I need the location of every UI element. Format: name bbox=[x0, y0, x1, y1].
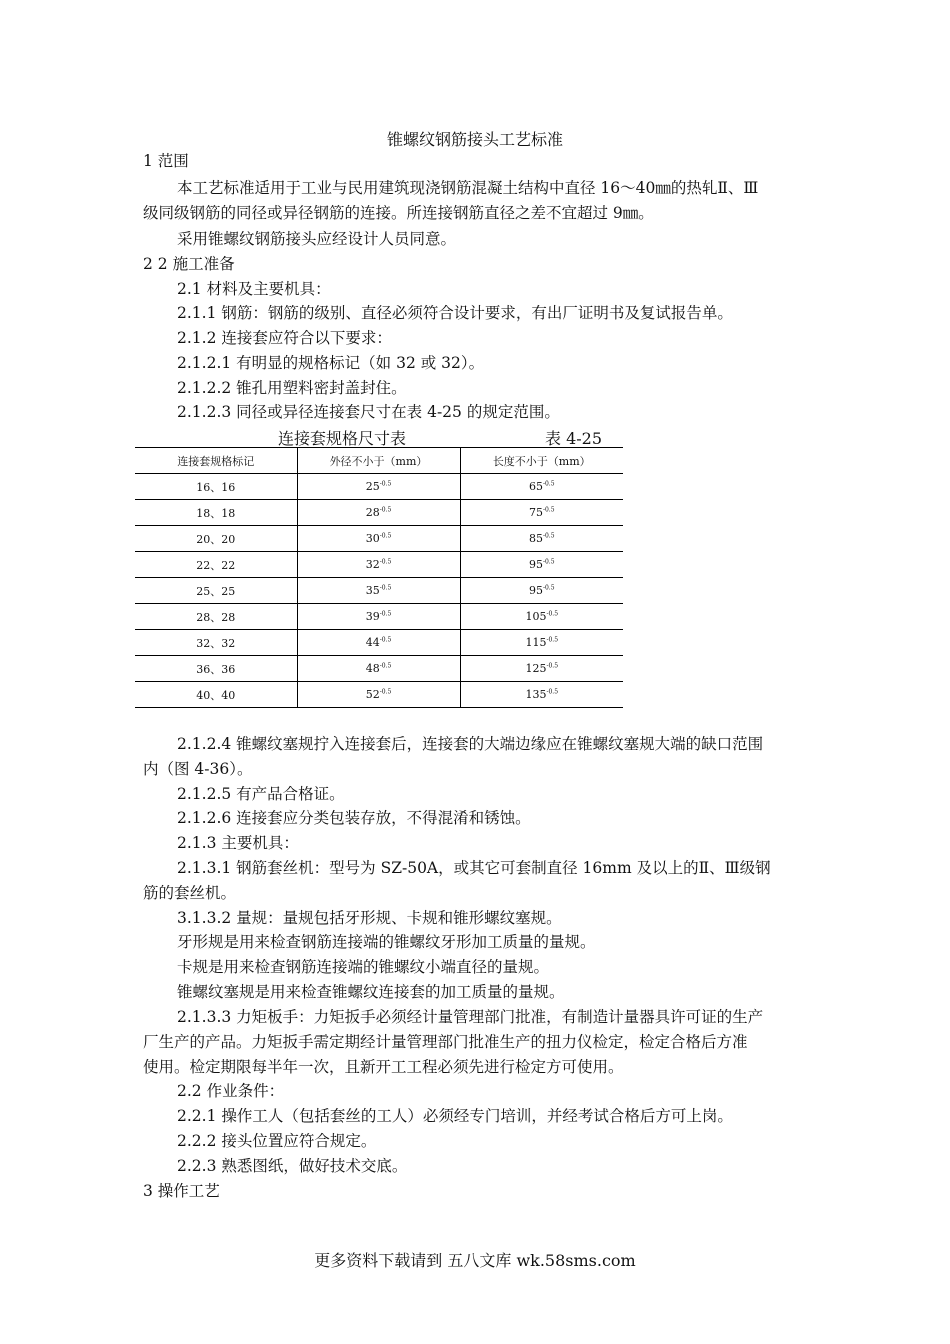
length-cell bbox=[460, 552, 623, 578]
cell-value: 44 bbox=[365, 636, 380, 649]
outer-diameter-cell bbox=[297, 630, 460, 656]
length-cell bbox=[460, 500, 623, 526]
outer-diameter-cell bbox=[297, 474, 460, 500]
paragraph-line: 卡规是用来检查钢筋连接端的锥螺纹小端直径的量规。 bbox=[177, 958, 550, 976]
paragraph-line: 2.1.3.3 力矩板手：力矩扳手必须经计量管理部门批准，有制造计量器具许可证的生产 bbox=[177, 1008, 764, 1026]
spec-mark-cell: 32、32 bbox=[135, 630, 297, 656]
table-header-row bbox=[135, 448, 623, 474]
paragraph-line: 2.1 材料及主要机具： bbox=[177, 280, 331, 298]
cell-value: 115 bbox=[525, 636, 547, 649]
section-heading: 2 2 施工准备 bbox=[143, 255, 235, 273]
paragraph-line: 2.1.2.5 有产品合格证。 bbox=[177, 785, 345, 803]
spec-mark-cell: 22、22 bbox=[135, 552, 297, 578]
tolerance-superscript: -0.5 bbox=[379, 506, 392, 514]
paragraph-line: 2.1.3.1 钢筋套丝机：型号为 SZ-50A，或其它可套制直径 16mm 及以上的Ⅱ、Ⅲ级钢 bbox=[177, 859, 771, 877]
tolerance-superscript: -0.5 bbox=[379, 584, 392, 592]
tolerance-superscript: -0.5 bbox=[379, 558, 392, 566]
paragraph-line: 使用。检定期限每半年一次，且新开工工程必须先进行检定方可使用。 bbox=[143, 1058, 624, 1076]
spec-mark-cell: 40、40 bbox=[135, 682, 297, 708]
table-number: 表 4-25 bbox=[545, 429, 603, 448]
table-row bbox=[135, 526, 623, 552]
cell-value: 30 bbox=[365, 532, 380, 545]
cell-value: 95 bbox=[528, 584, 543, 597]
paragraph-line: 2.1.2.4 锥螺纹塞规拧入连接套后，连接套的大端边缘应在锥螺纹塞规大端的缺口范围 bbox=[177, 735, 764, 753]
table-row bbox=[135, 604, 623, 630]
length-cell bbox=[460, 656, 623, 682]
cell-value: 95 bbox=[528, 558, 543, 571]
table-caption: 连接套规格尺寸表 bbox=[278, 429, 407, 448]
paragraph-line: 采用锥螺纹钢筋接头应经设计人员同意。 bbox=[177, 230, 457, 248]
column-header: 连接套规格标记 bbox=[135, 448, 297, 474]
tolerance-superscript: -0.5 bbox=[546, 636, 559, 644]
tolerance-superscript: -0.5 bbox=[542, 480, 555, 488]
outer-diameter-cell bbox=[297, 552, 460, 578]
tolerance-superscript: -0.5 bbox=[542, 558, 555, 566]
tolerance-superscript: -0.5 bbox=[379, 662, 392, 670]
tolerance-superscript: -0.5 bbox=[546, 610, 559, 618]
paragraph-line: 锥螺纹塞规是用来检查锥螺纹连接套的加工质量的量规。 bbox=[177, 983, 565, 1001]
length-cell bbox=[460, 526, 623, 552]
section-heading: 3 操作工艺 bbox=[143, 1182, 220, 1200]
outer-diameter-cell bbox=[297, 604, 460, 630]
tolerance-superscript: -0.5 bbox=[542, 584, 555, 592]
outer-diameter-cell bbox=[297, 500, 460, 526]
paragraph-line: 2.2.1 操作工人（包括套丝的工人）必须经专门培训，并经考试合格后方可上岗。 bbox=[177, 1107, 733, 1125]
tolerance-superscript: -0.5 bbox=[379, 532, 392, 540]
tolerance-superscript: -0.5 bbox=[542, 532, 555, 540]
tolerance-superscript: -0.5 bbox=[379, 688, 392, 696]
section-heading: 1 范围 bbox=[143, 152, 189, 170]
paragraph-line: 本工艺标准适用于工业与民用建筑现浇钢筋混凝土结构中直径 16～40㎜的热轧Ⅱ、Ⅲ bbox=[177, 179, 759, 197]
cell-value: 28 bbox=[365, 506, 380, 519]
cell-value: 52 bbox=[365, 688, 380, 701]
length-cell bbox=[460, 578, 623, 604]
footer-link-text: 更多资料下载请到 五八文库 wk.58sms.com bbox=[314, 1251, 636, 1270]
cell-value: 39 bbox=[365, 610, 380, 623]
cell-value: 48 bbox=[365, 662, 380, 675]
spec-mark-cell: 16、16 bbox=[135, 474, 297, 500]
paragraph-line: 牙形规是用来检查钢筋连接端的锥螺纹牙形加工质量的量规。 bbox=[177, 933, 596, 951]
length-cell bbox=[460, 604, 623, 630]
paragraph-line: 3.1.3.2 量规：量规包括牙形规、卡规和锥形螺纹塞规。 bbox=[177, 909, 562, 927]
spec-mark-cell: 20、20 bbox=[135, 526, 297, 552]
spec-mark-cell: 36、36 bbox=[135, 656, 297, 682]
table-row bbox=[135, 682, 623, 708]
cell-value: 32 bbox=[365, 558, 380, 571]
tolerance-superscript: -0.5 bbox=[379, 636, 392, 644]
cell-value: 105 bbox=[525, 610, 547, 623]
length-cell bbox=[460, 682, 623, 708]
tolerance-superscript: -0.5 bbox=[379, 480, 392, 488]
paragraph-line: 2.1.2.2 锥孔用塑料密封盖封住。 bbox=[177, 379, 407, 397]
spec-mark-cell: 25、25 bbox=[135, 578, 297, 604]
spec-mark-cell: 18、18 bbox=[135, 500, 297, 526]
outer-diameter-cell bbox=[297, 682, 460, 708]
tolerance-superscript: -0.5 bbox=[542, 506, 555, 514]
table-row bbox=[135, 474, 623, 500]
paragraph-line: 2.1.2.1 有明显的规格标记（如 32 或 32）。 bbox=[177, 354, 485, 372]
table-row bbox=[135, 500, 623, 526]
cell-value: 125 bbox=[525, 662, 547, 675]
cell-value: 75 bbox=[528, 506, 543, 519]
document-title: 锥螺纹钢筋接头工艺标准 bbox=[386, 130, 563, 149]
paragraph-line: 2.1.2.3 同径或异径连接套尺寸在表 4-25 的规定范围。 bbox=[177, 403, 560, 421]
paragraph-line: 2.1.3 主要机具： bbox=[177, 834, 299, 852]
table-row bbox=[135, 656, 623, 682]
outer-diameter-cell bbox=[297, 578, 460, 604]
table-row bbox=[135, 630, 623, 656]
paragraph-line: 内（图 4-36）。 bbox=[143, 760, 253, 778]
column-header: 长度不小于（mm） bbox=[460, 448, 623, 474]
paragraph-line: 厂生产的产品。力矩扳手需定期经计量管理部门批准生产的扭力仪检定，检定合格后方准 bbox=[143, 1033, 748, 1051]
paragraph-line: 2.2 作业条件： bbox=[177, 1082, 285, 1100]
paragraph-line: 2.2.3 熟悉图纸，做好技术交底。 bbox=[177, 1157, 408, 1175]
tolerance-superscript: -0.5 bbox=[546, 688, 559, 696]
column-header: 外径不小于（mm） bbox=[297, 448, 460, 474]
cell-value: 65 bbox=[528, 480, 543, 493]
tolerance-superscript: -0.5 bbox=[379, 610, 392, 618]
cell-value: 25 bbox=[365, 480, 380, 493]
cell-value: 135 bbox=[525, 688, 547, 701]
cell-value: 35 bbox=[365, 584, 380, 597]
paragraph-line: 2.1.2 连接套应符合以下要求： bbox=[177, 329, 392, 347]
cell-value: 85 bbox=[528, 532, 543, 545]
paragraph-line: 2.2.2 接头位置应符合规定。 bbox=[177, 1132, 377, 1150]
paragraph-line: 筋的套丝机。 bbox=[143, 884, 237, 902]
outer-diameter-cell bbox=[297, 526, 460, 552]
tolerance-superscript: -0.5 bbox=[546, 662, 559, 670]
outer-diameter-cell bbox=[297, 656, 460, 682]
length-cell bbox=[460, 630, 623, 656]
paragraph-line: 2.1.2.6 连接套应分类包装存放，不得混淆和锈蚀。 bbox=[177, 809, 531, 827]
paragraph-line: 级同级钢筋的同径或异径钢筋的连接。所连接钢筋直径之差不宜超过 9㎜。 bbox=[143, 204, 654, 222]
table-row bbox=[135, 552, 623, 578]
spec-table bbox=[135, 447, 623, 708]
spec-mark-cell: 28、28 bbox=[135, 604, 297, 630]
table-row bbox=[135, 578, 623, 604]
paragraph-line: 2.1.1 钢筋：钢筋的级别、直径必须符合设计要求，有出厂证明书及复试报告单。 bbox=[177, 304, 733, 322]
length-cell bbox=[460, 474, 623, 500]
